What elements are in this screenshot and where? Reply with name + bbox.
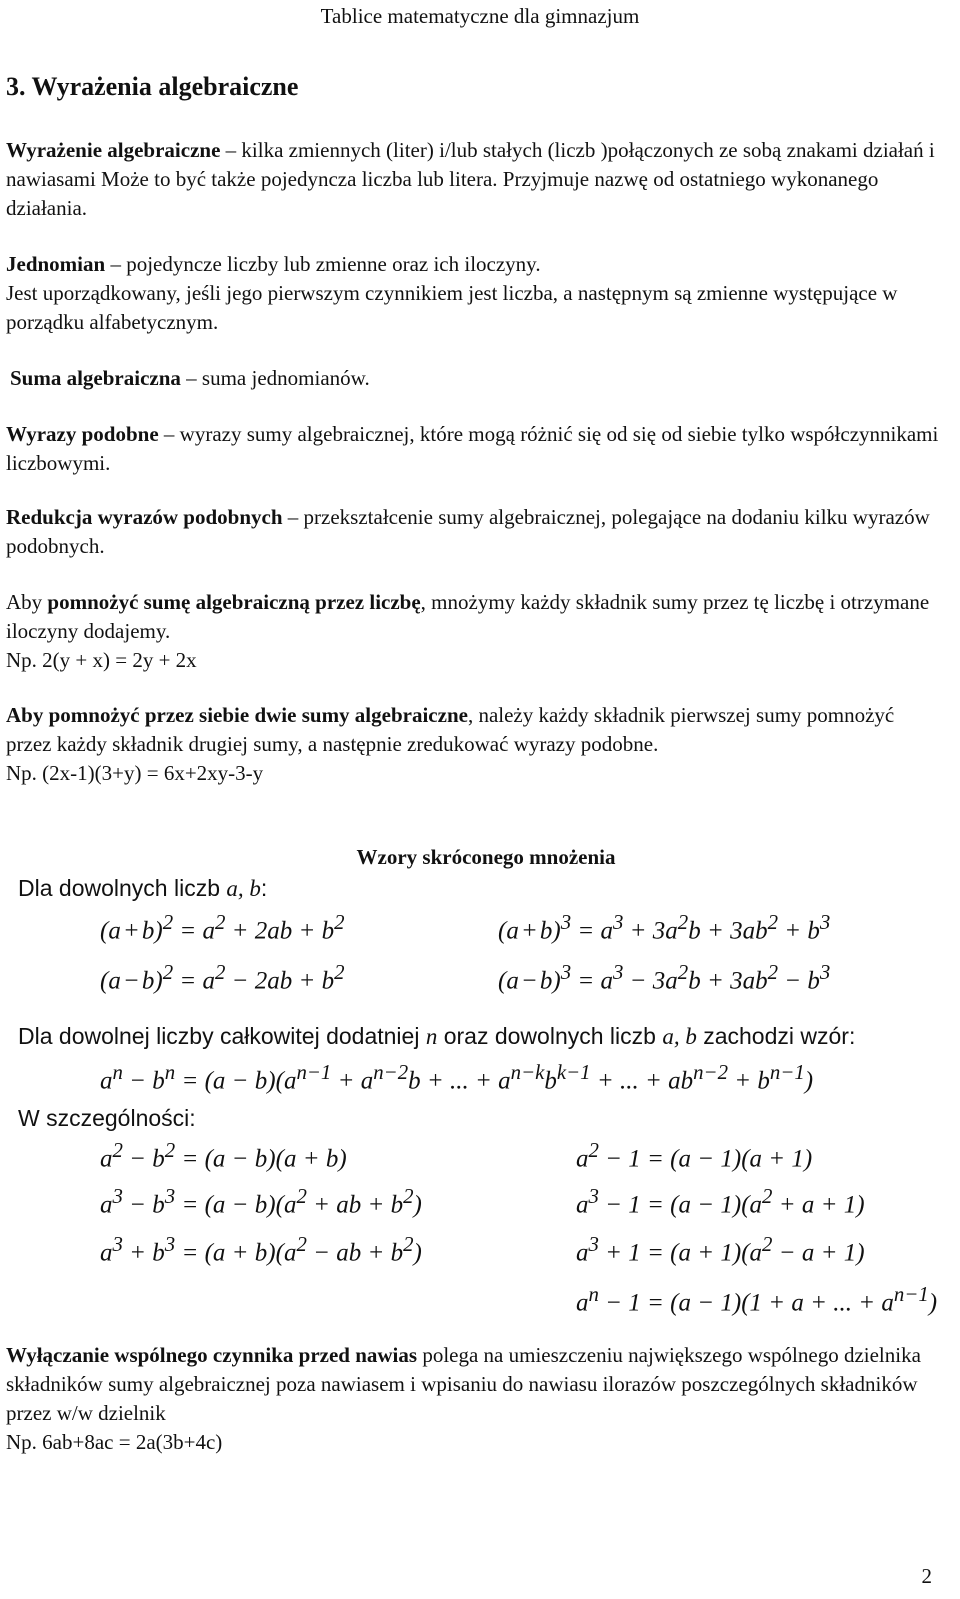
definition: – kilka zmiennych (liter) i/lub stałych (liczb )połączonych ze sobą znakami działań i nawiasami Może to być także pojedyncza liczba lub litera. Przyjmuje nazwę od ostatniego wykonanego działania. <box>6 138 935 220</box>
paragraph-factoring-out <box>6 1341 941 1457</box>
formula-square-of-difference: (a − $b)^2 = a^2 - 2ab + b^2$ <box>100 960 345 995</box>
definition: polega na umieszczeniu największego wspólnego dzielnika składników sumy algebraicznej poza nawiasem i wpisaniu do nawiasu ilorazów poszczególnych składników przez w/w dzielnik <box>6 1343 921 1425</box>
formula-a-n-minus-one: $a^n - 1 = (a - 1)(1 + a$ + ... + $a^{n-1}$) <box>576 1282 938 1317</box>
definition: – wyrazy sumy algebraicznej, które mogą różnić się od się od siebie tylko współczynnikami liczbowymi. <box>6 422 939 475</box>
paragraph-multiply-sums <box>6 701 941 788</box>
formula-difference-of-cubes: $a^3 - b^3 = (a - b)(a^2$ + ab + $b^2$) <box>100 1184 422 1219</box>
formulas-intro-1: Dla dowolnych liczb a, b: <box>18 875 268 901</box>
term: pomnożyć sumę algebraiczną przez liczbę <box>47 590 421 614</box>
example: Np. 2(y + x) = 2y + 2x <box>6 648 197 672</box>
formula-difference-of-squares: $a^2 - b^2 = (a - b)(a + b)$ <box>100 1138 347 1173</box>
formula-difference-of-powers: $a^n - b^n = (a - b)(a^{n-1} + a^{n-2}b$ + ... + $a^{n-k}b^{k-1}$ + ... + $ab^{n-2} + b^{n-1}$) <box>100 1060 814 1095</box>
page-header: Tablice matematyczne dla gimnazjum <box>320 4 640 28</box>
definition: , należy każdy składnik pierwszej sumy pomnożyć przez każdy składnik drugiej sumy, a następnie zredukować wyrazy podobne. <box>6 703 895 756</box>
formula-a-squared-minus-one: $a^2 - 1 = (a - 1)(a + 1)$ <box>576 1138 813 1173</box>
definition-line-2: Jest uporządkowany, jeśli jego pierwszym czynnikiem jest liczba, a następnym są zmienne występujące w porządku alfabetycznym. <box>6 281 898 334</box>
page-number: 2 <box>921 1564 932 1588</box>
paragraph-algebraic-expression <box>6 136 941 223</box>
paragraph-like-terms <box>6 420 941 478</box>
paragraph-monomial <box>6 250 941 337</box>
formula-cube-of-difference: (a − $b)^3 = a^3 - 3a^2b + 3ab^2 - b^3$ <box>498 960 831 995</box>
formula-sum-of-cubes: $a^3 + b^3 = (a + b)(a^2$ − ab + $b^2$) <box>100 1232 422 1267</box>
definition: – pojedyncze liczby lub zmienne oraz ich iloczyny. <box>105 252 541 276</box>
section-title: 3. Wyrażenia algebraiczne <box>6 72 299 101</box>
example: Np. 6ab+8ac = 2a(3b+4c) <box>6 1430 223 1454</box>
term: Wyrażenie algebraiczne <box>6 138 221 162</box>
paragraph-algebraic-sum <box>10 364 945 393</box>
example: Np. (2x-1)(3+y) = 6x+2xy-3-y <box>6 761 264 785</box>
term: Wyłączanie wspólnego czynnika przed nawias <box>6 1343 418 1367</box>
paragraph-multiply-by-number <box>6 588 941 675</box>
definition: – przekształcenie sumy algebraicznej, polegające na dodaniu kilku wyrazów podobnych. <box>6 505 930 558</box>
formula-square-of-sum: (a + $b)^2 = a^2 + 2ab + b^2$ <box>100 910 345 945</box>
definition: – suma jednomianów. <box>180 366 370 390</box>
formulas-intro-2: Dla dowolnej liczby całkowitej dodatniej n oraz dowolnych liczb a, b zachodzi wzór: <box>18 1023 856 1049</box>
term: Aby pomnożyć przez siebie dwie sumy algebraiczne <box>6 703 468 727</box>
paragraph-reduction <box>6 503 941 561</box>
prefix: Aby <box>6 590 48 614</box>
term: Suma algebraiczna <box>10 366 181 390</box>
term: Jednomian <box>6 252 106 276</box>
term: Wyrazy podobne <box>6 422 159 446</box>
formula-a-cubed-minus-one: $a^3 - 1 = (a - 1)(a^2 + a + 1)$ <box>576 1184 865 1219</box>
formula-cube-of-sum: (a + $b)^3 = a^3 + 3a^2b + 3ab^2 + b^3$ <box>498 910 831 945</box>
formulas-intro-3: W szczególności: <box>18 1105 196 1131</box>
term: Redukcja wyrazów podobnych <box>6 505 283 529</box>
formulas-title: Wzory skróconego mnożenia <box>356 845 616 869</box>
definition: , mnożymy każdy składnik sumy przez tę liczbę i otrzymane iloczyny dodajemy. <box>6 590 930 643</box>
formula-a-cubed-plus-one: $a^3 + 1 = (a + 1)(a^2 - a + 1)$ <box>576 1232 865 1267</box>
